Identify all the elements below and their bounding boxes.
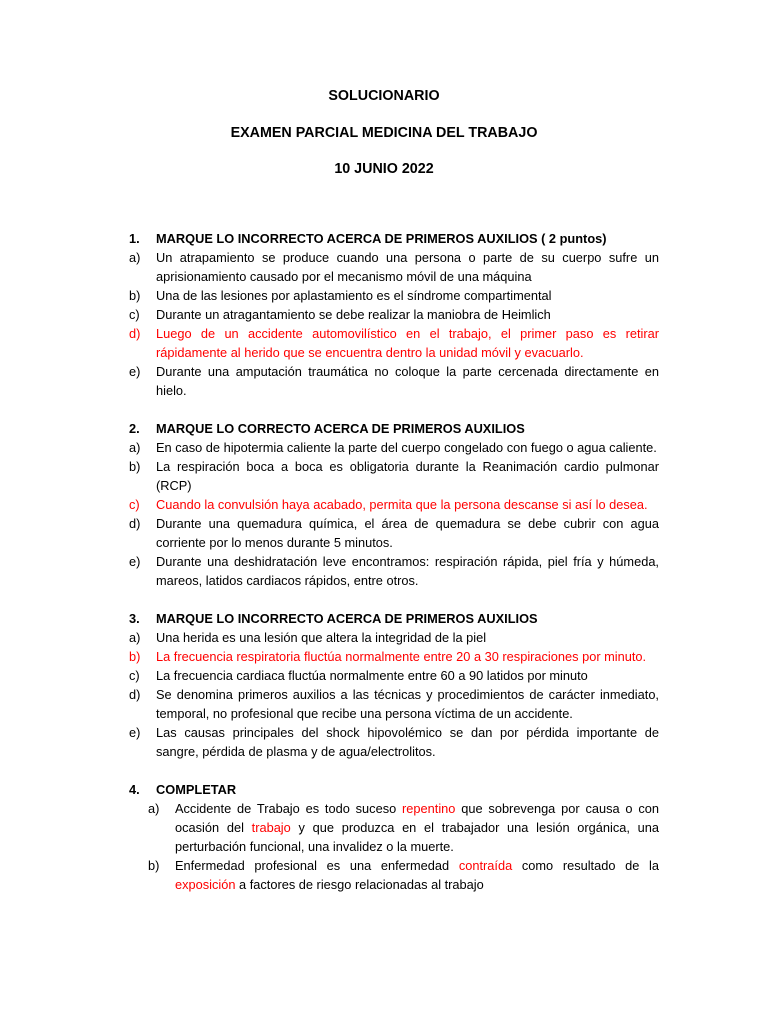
text-segment: Accidente de Trabajo es todo suceso <box>175 801 403 816</box>
option-text: En caso de hipotermia caliente la parte del cuerpo congelado con fuego o agua caliente. <box>156 440 657 455</box>
text-segment: Enfermedad profesional es una enfermedad <box>175 858 459 873</box>
option-a <box>129 628 659 647</box>
question-1 <box>129 229 659 400</box>
question-2 <box>129 419 659 590</box>
option-letter: a) <box>129 440 141 455</box>
answer-word: exposición <box>175 877 236 892</box>
question-number: 2. <box>129 421 140 436</box>
text-segment: que sobrevenga por causa o con ocasión del <box>175 801 659 835</box>
question-heading <box>129 780 659 799</box>
option-letter: b) <box>129 288 141 303</box>
question-4 <box>129 780 659 894</box>
option-b <box>129 457 659 495</box>
answer-word: repentino <box>402 801 456 816</box>
option-c <box>129 666 659 685</box>
option-letter: a) <box>129 250 141 265</box>
option-text: Una de las lesiones por aplastamiento es el síndrome compartimental <box>156 288 552 303</box>
option-letter: d) <box>129 326 141 341</box>
option-letter: b) <box>148 858 160 873</box>
answer-word: contraída <box>458 858 513 873</box>
question-text: COMPLETAR <box>156 782 237 797</box>
option-text <box>175 856 659 894</box>
option-letter: e) <box>129 554 141 569</box>
option-letter: c) <box>129 307 140 322</box>
option-letter: a) <box>129 630 141 645</box>
question-text: MARQUE LO INCORRECTO ACERCA DE PRIMEROS AUXILIOS <box>156 611 538 626</box>
option-letter: d) <box>129 516 141 531</box>
option-d-correct-answer <box>129 324 659 362</box>
option-c-correct-answer <box>129 495 659 514</box>
text-segment: y que produzca en el trabajador una lesión orgánica, una perturbación funcional, una invalidez o la muerte. <box>175 820 660 854</box>
option-b-correct-answer <box>129 647 659 666</box>
option-text: Durante una quemadura química, el área de quemadura se debe cubrir con agua corriente por lo menos durante 5 minutos. <box>156 516 659 550</box>
option-text: La respiración boca a boca es obligatoria durante la Reanimación cardio pulmonar (RCP) <box>156 459 659 493</box>
option-letter: c) <box>129 668 140 683</box>
document-body <box>129 229 659 913</box>
question-text: MARQUE LO CORRECTO ACERCA DE PRIMEROS AUXILIOS <box>156 421 525 436</box>
option-text: Durante un atragantamiento se debe realizar la maniobra de Heimlich <box>156 307 551 322</box>
option-letter: e) <box>129 725 141 740</box>
text-segment: como resultado de la <box>512 858 659 873</box>
option-b <box>129 286 659 305</box>
exam-name: EXAMEN PARCIAL MEDICINA DEL TRABAJO <box>230 125 538 141</box>
completion-item-b <box>148 856 659 894</box>
option-d <box>129 514 659 552</box>
option-c <box>129 305 659 324</box>
option-letter: b) <box>129 649 141 664</box>
question-heading <box>129 419 659 438</box>
option-text: Cuando la convulsión haya acabado, permita que la persona descanse si así lo desea. <box>156 497 648 512</box>
exam-date: 10 JUNIO 2022 <box>334 161 434 177</box>
option-text: La frecuencia cardiaca fluctúa normalmente entre 60 a 90 latidos por minuto <box>156 668 588 683</box>
option-text: Durante una amputación traumática no coloque la parte cercenada directamente en hielo. <box>156 364 659 398</box>
option-text: Se denomina primeros auxilios a las técnicas y procedimientos de carácter inmediato, temporal, no profesional que recibe una persona víctima de un accidente. <box>156 687 659 721</box>
option-d <box>129 685 659 723</box>
option-text: Una herida es una lesión que altera la integridad de la piel <box>156 630 487 645</box>
option-a <box>129 438 659 457</box>
option-text: Luego de un accidente automovilístico en el trabajo, el primer paso es retirar rápidamente al herido que se encuentra dentro la unidad móvil y evacuarlo. <box>156 326 659 360</box>
option-text: Durante una deshidratación leve encontramos: respiración rápida, piel fría y húmeda, mareos, latidos cardiacos rápidos, entre otros. <box>156 554 659 588</box>
option-text <box>175 799 659 856</box>
option-a <box>129 248 659 286</box>
option-text: Las causas principales del shock hipovolémico se dan por pérdida importante de sangre, pérdida de plasma y de agua/electrolitos. <box>156 725 659 759</box>
option-letter: b) <box>129 459 141 474</box>
completion-item-a <box>148 799 659 856</box>
option-letter: c) <box>129 497 140 512</box>
question-heading <box>129 609 659 628</box>
question-3 <box>129 609 659 761</box>
question-number: 4. <box>129 782 140 797</box>
answer-word: trabajo <box>251 820 291 835</box>
option-text: La frecuencia respiratoria fluctúa normalmente entre 20 a 30 respiraciones por minuto. <box>156 649 647 664</box>
document-title: SOLUCIONARIO <box>328 88 440 104</box>
option-e <box>129 723 659 761</box>
completion-items <box>129 799 659 894</box>
question-heading <box>129 229 659 248</box>
text-segment: a factores de riesgo relacionadas al trabajo <box>235 877 484 892</box>
question-number: 3. <box>129 611 140 626</box>
option-e <box>129 362 659 400</box>
document-header <box>0 87 768 179</box>
option-text: Un atrapamiento se produce cuando una persona o parte de su cuerpo sufre un aprisionamiento causado por el mecanismo móvil de una máquina <box>156 250 659 284</box>
question-number: 1. <box>129 231 140 246</box>
option-e <box>129 552 659 590</box>
option-letter: e) <box>129 364 141 379</box>
option-letter: d) <box>129 687 141 702</box>
option-letter: a) <box>148 801 160 816</box>
question-text: MARQUE LO INCORRECTO ACERCA DE PRIMEROS AUXILIOS ( 2 puntos) <box>156 231 607 246</box>
